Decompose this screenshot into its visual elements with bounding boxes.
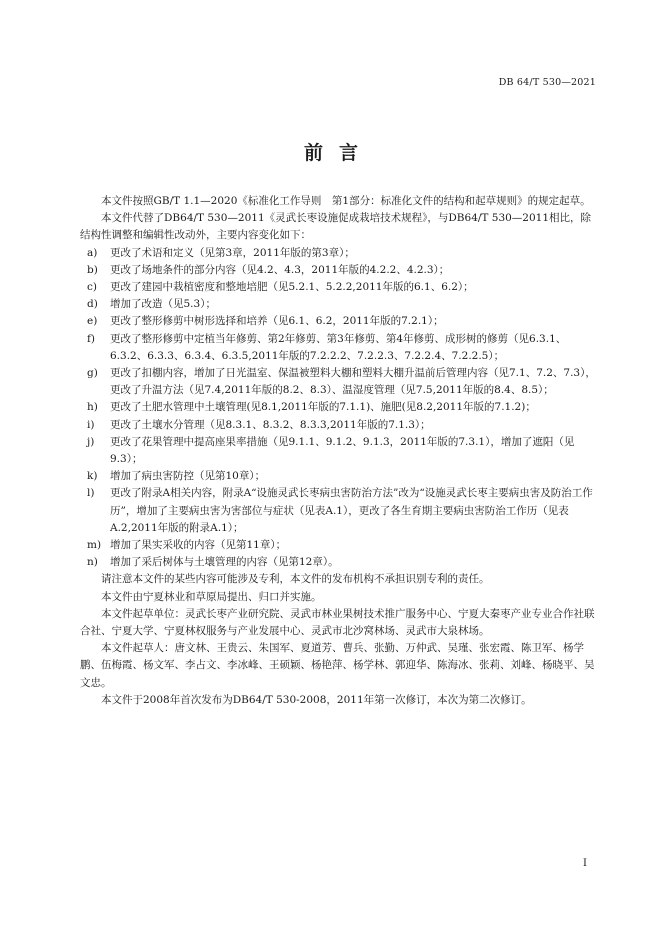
proposer-paragraph: 本文件由宁夏林业和草原局提出、归口并实施。 bbox=[101, 590, 322, 603]
history-paragraph: 本文件于2008年首次发布为DB64/T 530-2008，2011年第一次修订，本次为第二次修订。 bbox=[101, 693, 532, 706]
list-item-text: 增加了改造（见5.3）； bbox=[110, 298, 216, 311]
list-item bbox=[80, 417, 600, 434]
list-item-label: n) bbox=[87, 556, 98, 569]
page-number: I bbox=[583, 858, 587, 869]
list-item-text: 增加了果实采收的内容（见第11章）； bbox=[110, 539, 287, 552]
list-item-label: g) bbox=[87, 367, 98, 380]
patent-notice: 请注意本文件的某些内容可能涉及专利，本文件的发布机构不承担识别专利的责任。 bbox=[101, 573, 490, 586]
page-title: 前言 bbox=[303, 142, 374, 164]
list-item bbox=[80, 313, 600, 330]
list-item bbox=[80, 468, 600, 485]
drafters-paragraph: 本文件起草人：唐文林、王贵云、朱国军、夏道芳、曹兵、张勤、万仲武、吴瑾、张宏霞、陈卫军、杨学鹏、伍梅霞、杨文军、李占文、李冰峰、王硕颖、杨艳萍、杨学林、郭迎华、陈海冰、张莉、刘峰、杨晓平、吴文忠。 bbox=[80, 642, 595, 689]
paragraph: 本文件按照GB/T 1.1—2020《标准化工作导则 第1部分：标准化文件的结构和起草规则》的规定起草。 bbox=[101, 195, 591, 207]
paragraph: 本文件代替了DB64/T 530—2011《灵武长枣设施促成栽培技术规程》，与DB64/T 530—2011相比，除结构性调整和编辑性改动外，主要内容变化如下： bbox=[80, 212, 592, 242]
list-item-label: e) bbox=[87, 315, 98, 328]
list-item bbox=[80, 245, 600, 262]
list-item-text: 更改了扣棚内容，增加了日光温室、保温被塑料大棚和塑料大棚升温前后管理内容（见7.1、7.2、7.3），更改了升温方法（见7.4,2011年版的8.2、8.3）、温湿度管理（见7.5,2011年版的8.4、8.5）； bbox=[110, 367, 596, 397]
list-item-label: f) bbox=[87, 332, 95, 345]
list-item-text: 更改了整形修剪中树形选择和培养（见6.1、6.2，2011年版的7.2.1）； bbox=[110, 315, 444, 328]
list-item-text: 增加了采后树体与土壤管理的内容（见第12章）。 bbox=[110, 556, 339, 569]
list-item-label: h) bbox=[87, 401, 98, 414]
list-item bbox=[80, 365, 600, 399]
list-item-label: j) bbox=[87, 435, 95, 448]
list-item-text: 更改了术语和定义（见第3章，2011年版的第3章）； bbox=[110, 246, 355, 259]
list-item-text: 更改了场地条件的部分内容（见4.2、4.3，2011年版的4.2.2、4.2.3）； bbox=[110, 263, 450, 276]
document-body bbox=[80, 193, 600, 709]
list-item-text: 更改了土肥水管理中土壤管理(见8.1,2011年版的7.1.1)、施肥(见8.2,2011年版的7.1.2)； bbox=[110, 401, 536, 414]
list-item bbox=[80, 485, 600, 537]
list-item-label: c) bbox=[87, 281, 97, 294]
list-item-label: d) bbox=[87, 298, 98, 311]
list-item-text: 更改了整形修剪中定植当年修剪、第2年修剪、第3年修剪、第4年修剪、成形树的修剪（见6.3.1、6.3.2、6.3.3、6.3.4、6.3.5,2011年版的7.2.2.2、7.2.2.3、7.2.2.4、7.2.2.5）； bbox=[110, 332, 567, 362]
list-item bbox=[80, 537, 600, 554]
change-list bbox=[80, 245, 600, 572]
list-item-text: 更改了土壤水分管理（见8.3.1、8.3.2、8.3.3,2011年版的7.1.3）； bbox=[110, 418, 431, 431]
list-item-label: i) bbox=[87, 418, 95, 431]
list-item bbox=[80, 331, 600, 365]
document-code: DB 64/T 530—2021 bbox=[498, 77, 596, 88]
list-item bbox=[80, 279, 600, 296]
list-item bbox=[80, 296, 600, 313]
list-item-label: b) bbox=[87, 263, 98, 276]
list-item-label: l) bbox=[87, 487, 95, 500]
list-item-text: 更改了附录A相关内容，附录A“设施灵武长枣病虫害防治方法”改为“设施灵武长枣主要病虫害及防治工作历”，增加了主要病虫害为害部位与症状（见表A.1），更改了各生育期主要病虫害防治工作历（见表A.2,2011年版的附录A.1）； bbox=[110, 487, 593, 534]
list-item-label: a) bbox=[87, 246, 98, 259]
list-item bbox=[80, 399, 600, 416]
list-item bbox=[80, 554, 600, 571]
list-item-label: m) bbox=[87, 539, 102, 552]
list-item-text: 更改了花果管理中提高座果率措施（见9.1.1、9.1.2、9.1.3，2011年版的7.3.1），增加了遮阳（见9.3）； bbox=[110, 435, 575, 466]
list-item-label: k) bbox=[87, 470, 98, 483]
drafting-units-paragraph: 本文件起草单位：灵武长枣产业研究院、灵武市林业果树技术推广服务中心、宁夏大秦枣产业专业合作社联合社、宁夏大学、宁夏林权服务与产业发展中心、灵武市北沙窝林场、灵武市大泉林场。 bbox=[80, 607, 595, 638]
list-item bbox=[80, 262, 600, 279]
list-item-text: 增加了病虫害防控（见第10章）； bbox=[110, 470, 266, 483]
list-item bbox=[80, 434, 600, 468]
list-item-text: 更改了建园中栽植密度和整地培肥（见5.2.1、5.2.2,2011年版的6.1、6.2）； bbox=[110, 281, 474, 294]
